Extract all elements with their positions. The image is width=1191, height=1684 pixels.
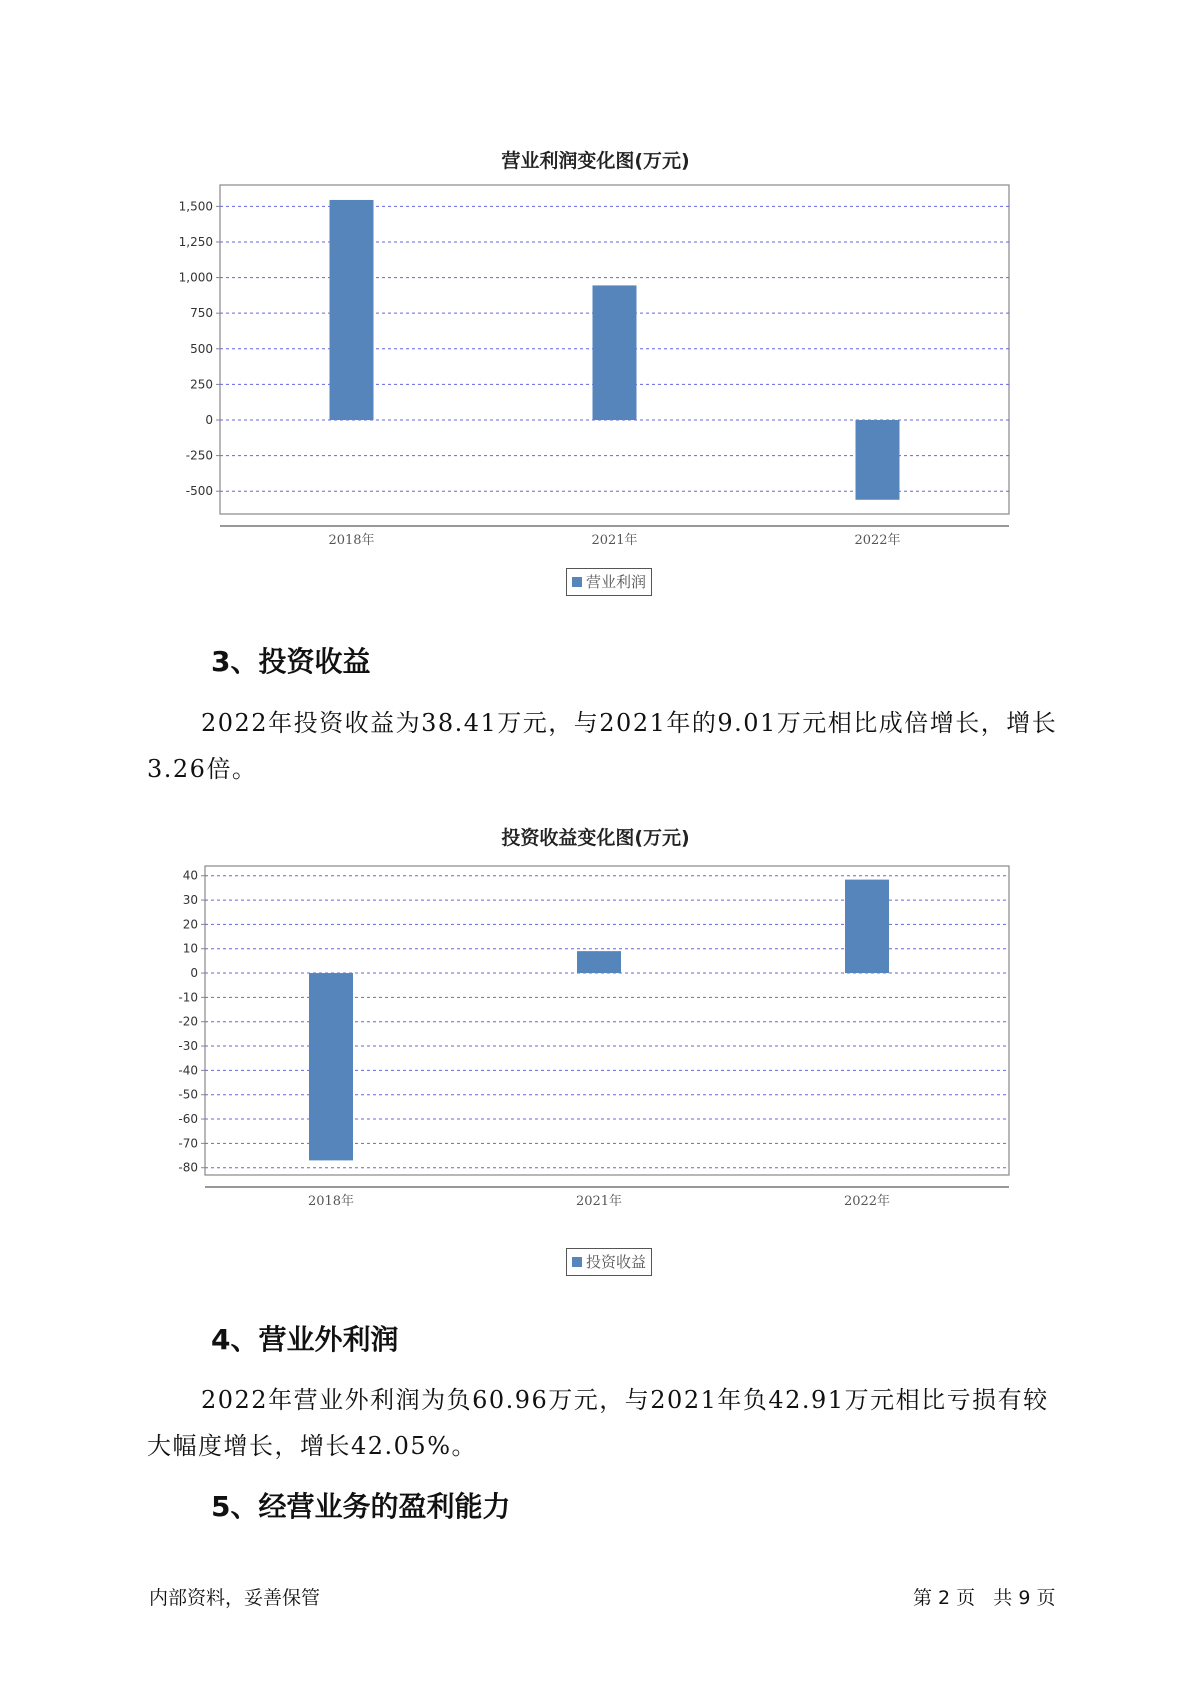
chart2-investment-income <box>0 860 1191 1260</box>
section-3-heading: 3、投资收益 <box>211 645 371 678</box>
x-tick-label: 2018年 <box>328 533 375 548</box>
bar-2022年 <box>845 880 889 973</box>
x-tick-label: 2021年 <box>591 533 638 548</box>
section-3-paragraph: 2022年投资收益为38.41万元，与2021年的9.01万元相比成倍增长，增长3.26倍。 <box>147 709 1058 783</box>
y-tick-label: -20 <box>178 1014 198 1029</box>
y-tick-label: -250 <box>185 448 213 463</box>
y-tick-label: 250 <box>190 377 213 392</box>
section-4-paragraph: 2022年营业外利润为负60.96万元，与2021年负42.91万元相比亏损有较大幅度增长，增长42.05%。 <box>147 1386 1049 1460</box>
chart1-legend-label: 营业利润 <box>586 573 647 591</box>
footer-page-number: 第 2 页 共 9 页 <box>913 1587 1056 1609</box>
chart2-title: 投资收益变化图(万元) <box>501 827 690 849</box>
y-tick-label: -40 <box>178 1063 198 1078</box>
y-tick-label: 20 <box>182 917 198 932</box>
y-tick-label: -10 <box>178 990 198 1005</box>
y-tick-label: -30 <box>178 1039 198 1054</box>
section-4-heading: 4、营业外利润 <box>211 1323 399 1356</box>
chart1-operating-profit <box>0 160 1191 560</box>
chart2-legend-label: 投资收益 <box>586 1253 647 1271</box>
x-tick-label: 2021年 <box>575 1194 623 1209</box>
x-tick-label: 2018年 <box>307 1194 355 1209</box>
y-tick-label: 0 <box>205 413 213 427</box>
chart1-legend <box>566 568 652 596</box>
y-tick-label: 0 <box>190 966 198 981</box>
y-tick-label: 40 <box>182 868 198 883</box>
x-tick-label: 2022年 <box>854 533 901 548</box>
y-tick-label: 30 <box>182 893 198 908</box>
y-tick-label: 1,250 <box>178 234 213 249</box>
y-tick-label: -60 <box>178 1112 198 1127</box>
y-tick-label: -70 <box>178 1136 198 1151</box>
y-tick-label: 750 <box>190 306 213 321</box>
legend-swatch-icon <box>572 577 582 587</box>
legend-swatch-icon <box>572 1257 582 1267</box>
y-tick-label: 10 <box>182 941 198 956</box>
section-5-heading: 5、经营业务的盈利能力 <box>211 1490 511 1523</box>
y-tick-label: -80 <box>178 1160 198 1175</box>
bar-2018年 <box>309 973 353 1160</box>
chart2-legend <box>566 1248 652 1276</box>
y-tick-label: 1,000 <box>178 270 213 285</box>
x-tick-label: 2022年 <box>843 1194 891 1209</box>
bar-2018年 <box>330 200 374 420</box>
bar-2021年 <box>577 951 621 973</box>
y-tick-label: 1,500 <box>178 199 213 214</box>
chart1-title: 营业利润变化图(万元) <box>501 150 690 172</box>
y-tick-label: -500 <box>185 484 213 499</box>
y-tick-label: 500 <box>190 341 213 356</box>
bar-2021年 <box>593 285 637 420</box>
footer-confidential-note: 内部资料，妥善保管 <box>149 1587 321 1609</box>
y-tick-label: -50 <box>178 1087 198 1102</box>
bar-2022年 <box>856 420 900 500</box>
